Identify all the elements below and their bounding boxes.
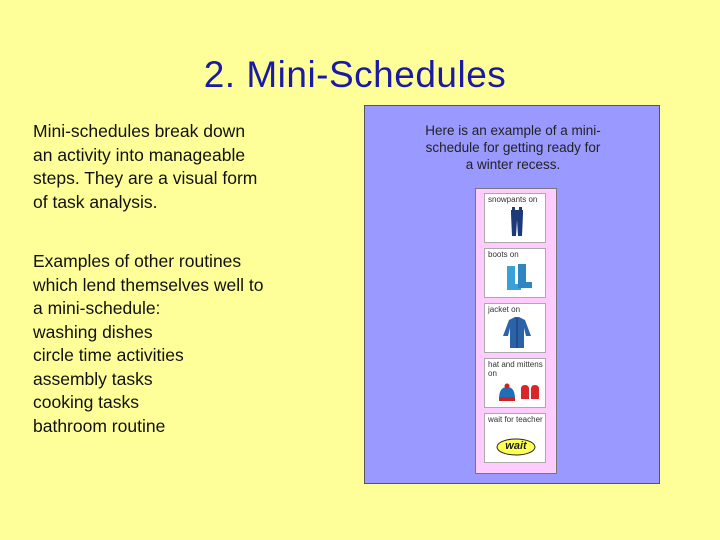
caption-line: schedule for getting ready for: [425, 140, 601, 155]
schedule-card-boots: [484, 248, 546, 298]
wait-icon: [485, 414, 547, 464]
panel-caption: [375, 122, 651, 173]
text-line: which lend themselves well to: [33, 274, 264, 295]
text-line: circle time activities: [33, 345, 184, 365]
boots-icon: [485, 249, 547, 299]
caption-line: a winter recess.: [465, 157, 561, 172]
caption-line: Here is an example of a mini-: [425, 123, 601, 138]
schedule-card-snowpants: [484, 193, 546, 243]
text-line: an activity into manageable: [33, 144, 246, 165]
hat-mittens-icon: [485, 359, 547, 409]
card-label: hat and mittens on: [488, 360, 543, 378]
schedule-card-hat-mittens: [484, 358, 546, 408]
text-line: bathroom routine: [33, 415, 166, 436]
card-label: wait for teacher: [488, 415, 543, 424]
text-line: Mini-schedules break down: [33, 121, 246, 141]
mini-schedule-panel: [364, 105, 660, 484]
text-line: Examples of other routines: [33, 251, 242, 271]
schedule-card-jacket: [484, 303, 546, 353]
card-label: boots on: [488, 250, 519, 259]
slide-title: 2. Mini-Schedules: [203, 54, 507, 95]
left-text: [33, 120, 323, 438]
text-line: steps. They are a visual form: [33, 168, 258, 188]
text-line: assembly tasks: [33, 368, 153, 389]
card-label: jacket on: [488, 305, 521, 314]
wait-sign-text: wait: [505, 440, 527, 452]
text-line: washing dishes: [33, 321, 153, 342]
card-label: snowpants on: [488, 195, 538, 204]
text-line: of task analysis.: [33, 191, 158, 212]
schedule-strip: [475, 188, 557, 474]
text-line: cooking tasks: [33, 392, 140, 412]
jacket-icon: [485, 304, 547, 354]
snowpants-icon: [485, 194, 547, 244]
text-line: a mini-schedule:: [33, 298, 161, 318]
schedule-card-wait: [484, 413, 546, 463]
